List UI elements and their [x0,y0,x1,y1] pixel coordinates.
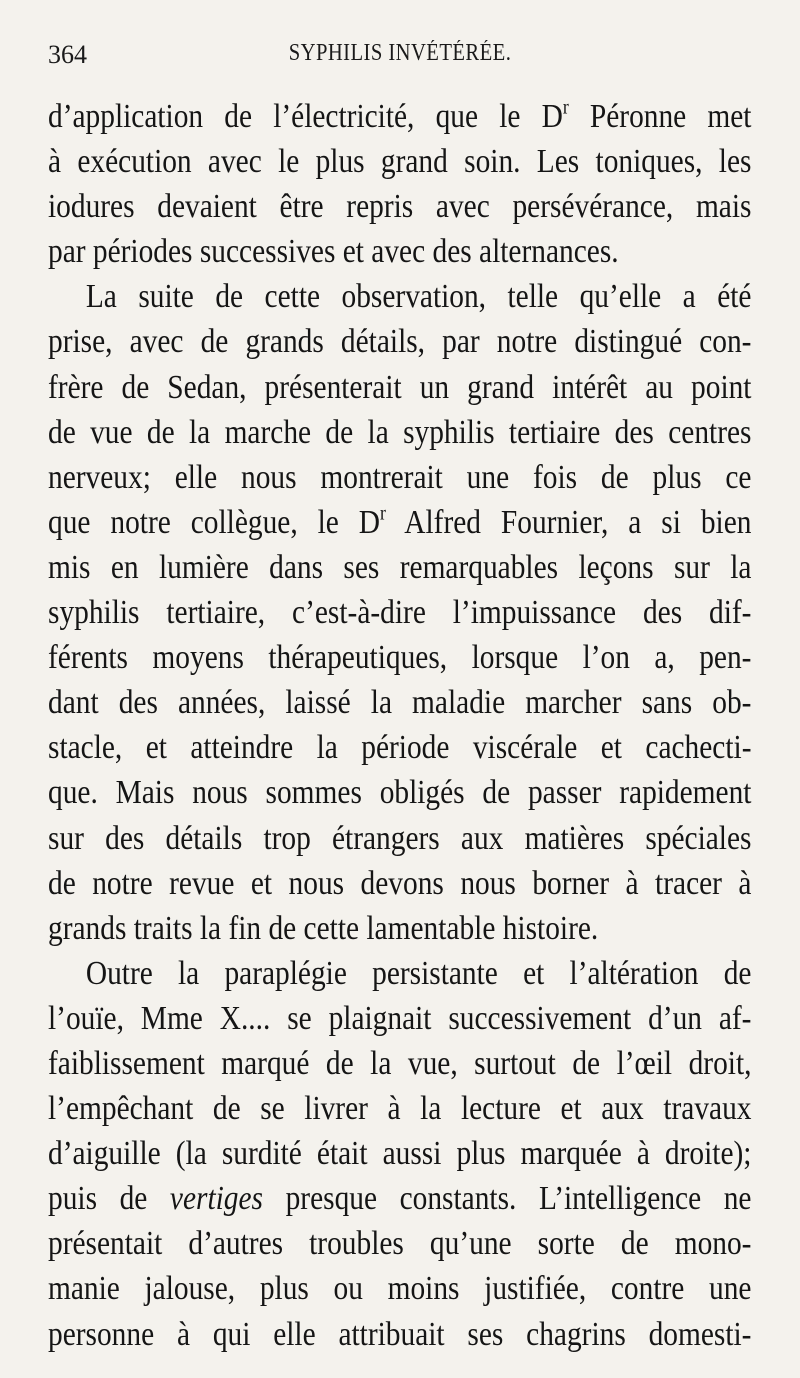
text-line: d’application de l’électricité, que le $D^r$ Péronne met [48,96,752,135]
text-line: mis en lumière dans ses remarquables leçons sur la [48,548,752,586]
text-line: frère de Sedan, présenterait un grand intérêt au point [48,368,752,406]
page-body [48,94,752,1357]
page-number: 364 [48,40,87,69]
text-line: de notre revue et nous devons nous borner à tracer à [48,864,752,902]
text-line: prise, avec de grands détails, par notre distingué con- [48,323,752,361]
paragraph [48,274,752,950]
text-line: de vue de la marche de la syphilis tertiaire des centres [48,413,752,451]
text-line: Outre la paraplégie persistante et l’altération de [85,954,752,992]
page-header [48,40,752,80]
text-line: personne à qui elle attribuait ses chagrins domesti- [48,1315,752,1353]
text-line: grands traits la fin de cette lamentable histoire. [48,909,599,947]
paragraph [48,951,752,1357]
text-line: d’aiguille (la surdité était aussi plus marquée à droite); [48,1135,752,1173]
text-line: nerveux; elle nous montrerait une fois de plus ce [48,458,752,496]
text-line: stacle, et atteindre la période viscérale et cachecti- [48,729,752,767]
text-line: faiblissement marqué de la vue, surtout de l’œil droit, [48,1044,752,1082]
text-line: dant des années, laissé la maladie marcher sans ob- [48,684,752,722]
text-line: manie jalouse, plus ou moins justifiée, contre une [48,1270,752,1308]
text-line: que. Mais nous sommes obligés de passer rapidement [48,774,752,812]
text-line: présentait d’autres troubles qu’une sorte de mono- [48,1225,752,1263]
text-line: par périodes successives et avec des alternances. [48,233,619,271]
text-line: que notre collègue, le $D^r$ Alfred Fournier, a si bien [48,502,752,541]
text-line: l’ouïe, Mme X.... se plaignait successivement d’un af- [48,999,752,1037]
text-line: férents moyens thérapeutiques, lorsque l’on a, pen- [48,639,752,677]
text-line: à exécution avec le plus grand soin. Les toniques, les [48,143,752,181]
text-line: puis de vertiges presque constants. L’intelligence ne [48,1180,752,1218]
text-line: La suite de cette observation, telle qu’elle a été [85,278,752,316]
text-line: sur des détails trop étrangers aux matières spéciales [48,819,752,857]
text-line: iodures devaient être repris avec persévérance, mais [48,188,752,226]
text-line: syphilis tertiaire, c’est-à-dire l’impuissance des dif- [48,594,752,632]
running-title: SYPHILIS INVÉTÉRÉE. [288,40,512,66]
text-line: l’empêchant de se livrer à la lecture et aux travaux [48,1090,752,1128]
paragraph [48,94,752,274]
